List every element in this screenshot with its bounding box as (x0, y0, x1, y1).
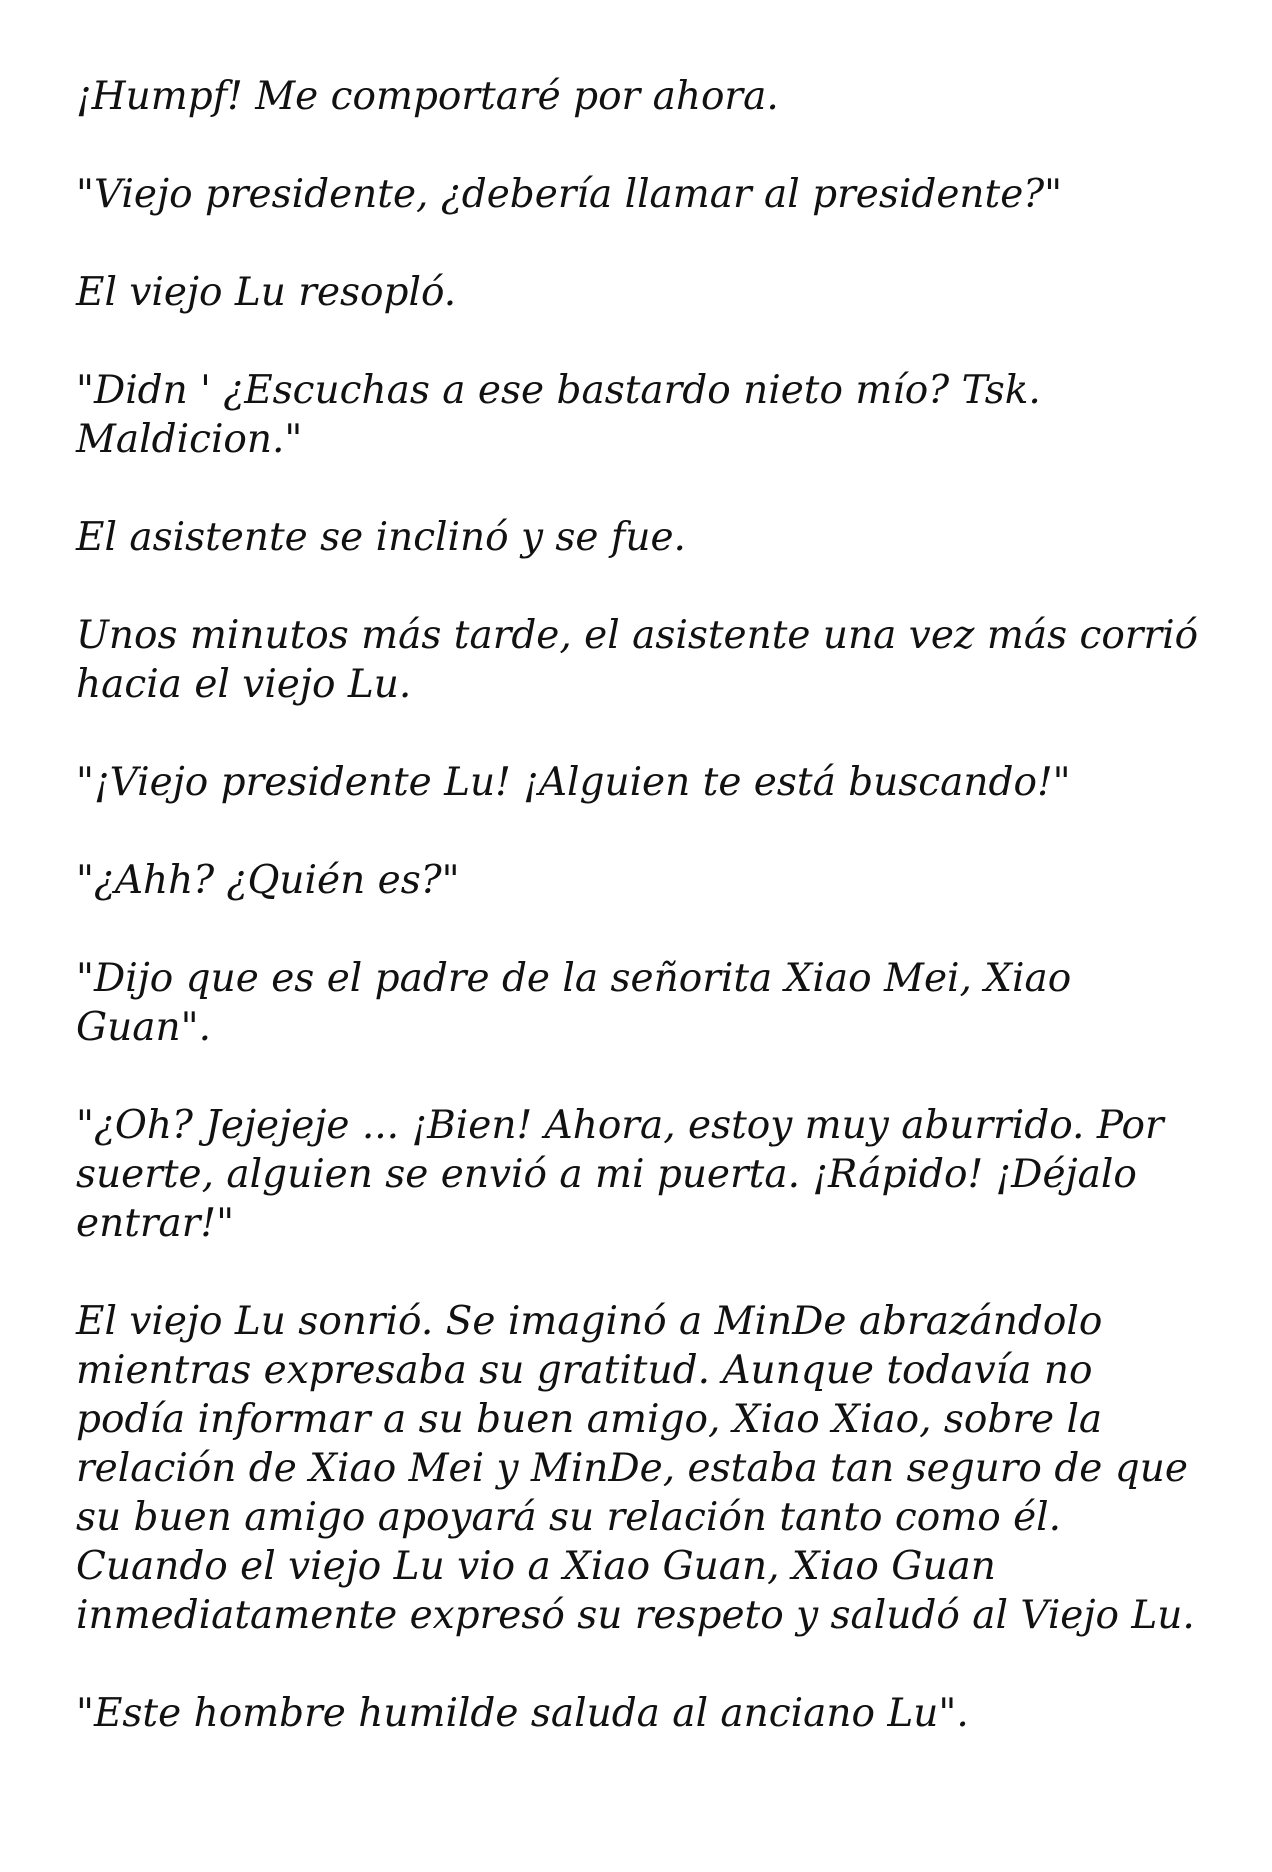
paragraph: "Didn ' ¿Escuchas a ese bastardo nieto mío? Tsk. Maldicion." (76, 368, 1041, 462)
paragraph: "¡Viejo presidente Lu! ¡Alguien te está buscando!" (76, 760, 1071, 805)
paragraph: Unos minutos más tarde, el asistente una vez más corrió hacia el viejo Lu. (76, 613, 1199, 707)
paragraph: "¿Oh? Jejejeje ... ¡Bien! Ahora, estoy muy aburrido. Por suerte, alguien se envió a mi puerta. ¡Rápido! ¡Déjalo entrar!" (76, 1103, 1164, 1246)
paragraph: El viejo Lu resopló. (76, 270, 457, 315)
paragraph: El viejo Lu sonrió. Se imaginó a MinDe abrazándolo mientras expresaba su gratitud. Aunque todavía no podía informar a su buen amigo, Xiao Xiao, sobre la relación de Xiao Mei y MinDe, estaba tan seguro de que su buen amigo apoyará su relación tanto como él. Cuando el viejo Lu vio a Xiao Guan, Xiao Guan inmediatamente expresó su respeto y saludó al Viejo Lu. (76, 1299, 1195, 1638)
paragraph: "Dijo que es el padre de la señorita Xiao Mei, Xiao Guan". (76, 956, 1072, 1050)
paragraph: ¡Humpf! Me comportaré por ahora. (76, 74, 779, 119)
paragraph: "¿Ahh? ¿Quién es?" (76, 858, 460, 903)
paragraph: "Este hombre humilde saluda al anciano Lu". (76, 1691, 969, 1736)
paragraph: El asistente se inclinó y se fue. (76, 515, 686, 560)
paragraph: "Viejo presidente, ¿debería llamar al presidente?" (76, 172, 1063, 217)
